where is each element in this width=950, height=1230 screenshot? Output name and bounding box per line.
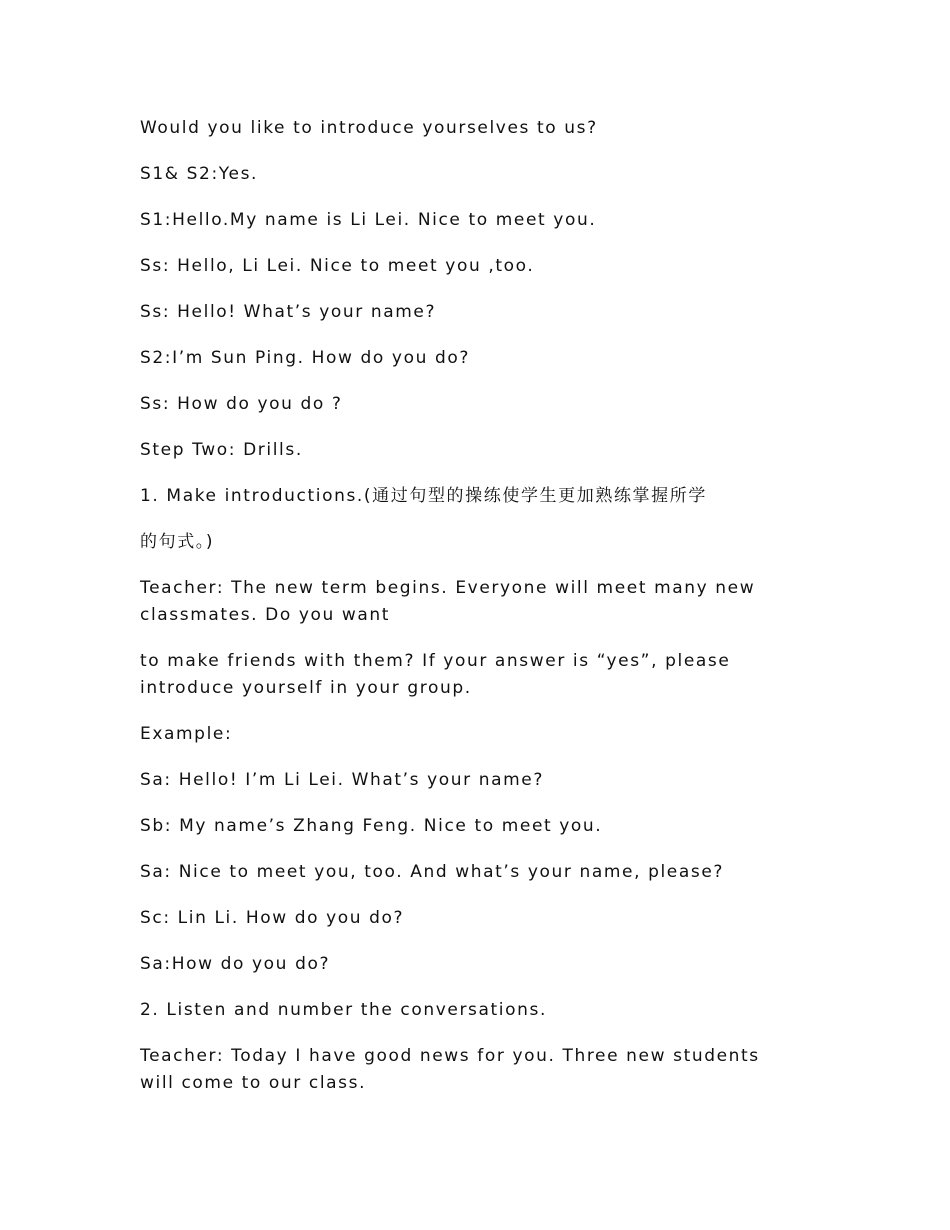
paragraph-make-introductions: 1. Make introductions.(通过句型的操练使学生更加熟练掌握所学 bbox=[140, 486, 707, 506]
paragraph-teacher-make-friends: to make friends with them? If your answer is “yes”, please introduce yourself in your group. bbox=[140, 651, 731, 698]
paragraph-s2-sun-ping: S2:I’m Sun Ping. How do you do? bbox=[140, 348, 470, 368]
document-body bbox=[140, 115, 800, 1116]
paragraph-ss-whats-your-name: Ss: Hello! What’s your name? bbox=[140, 302, 437, 322]
paragraph-ss-how-do-you-do: Ss: How do you do ? bbox=[140, 394, 343, 414]
paragraph-sa-hello: Sa: Hello! I’m Li Lei. What’s your name? bbox=[140, 770, 544, 790]
paragraph-step-two-heading: Step Two: Drills. bbox=[140, 440, 303, 460]
paragraph-s1-hello: S1:Hello.My name is Li Lei. Nice to meet you. bbox=[140, 210, 597, 230]
paragraph-teacher-good-news: Teacher: Today I have good news for you. Three new students will come to our class. bbox=[140, 1046, 760, 1093]
paragraph-teacher-new-term: Teacher: The new term begins. Everyone will meet many new classmates. Do you want bbox=[140, 578, 756, 625]
paragraph-sb-zhang-feng: Sb: My name’s Zhang Feng. Nice to meet you. bbox=[140, 816, 603, 836]
paragraph-intro-question: Would you like to introduce yourselves to us? bbox=[140, 118, 598, 138]
paragraph-s1-s2-reply: S1& S2:Yes. bbox=[140, 164, 259, 184]
paragraph-sc-lin-li: Sc: Lin Li. How do you do? bbox=[140, 908, 405, 928]
paragraph-ss-hello-li-lei: Ss: Hello, Li Lei. Nice to meet you ,too. bbox=[140, 256, 535, 276]
paragraph-sa-how-do-you-do: Sa:How do you do? bbox=[140, 954, 331, 974]
paragraph-sa-nice-to-meet: Sa: Nice to meet you, too. And what’s your name, please? bbox=[140, 862, 725, 882]
paragraph-make-introductions-cont: 的句式。) bbox=[140, 532, 215, 552]
paragraph-listen-and-number: 2. Listen and number the conversations. bbox=[140, 1000, 547, 1020]
paragraph-example-label: Example: bbox=[140, 724, 233, 744]
